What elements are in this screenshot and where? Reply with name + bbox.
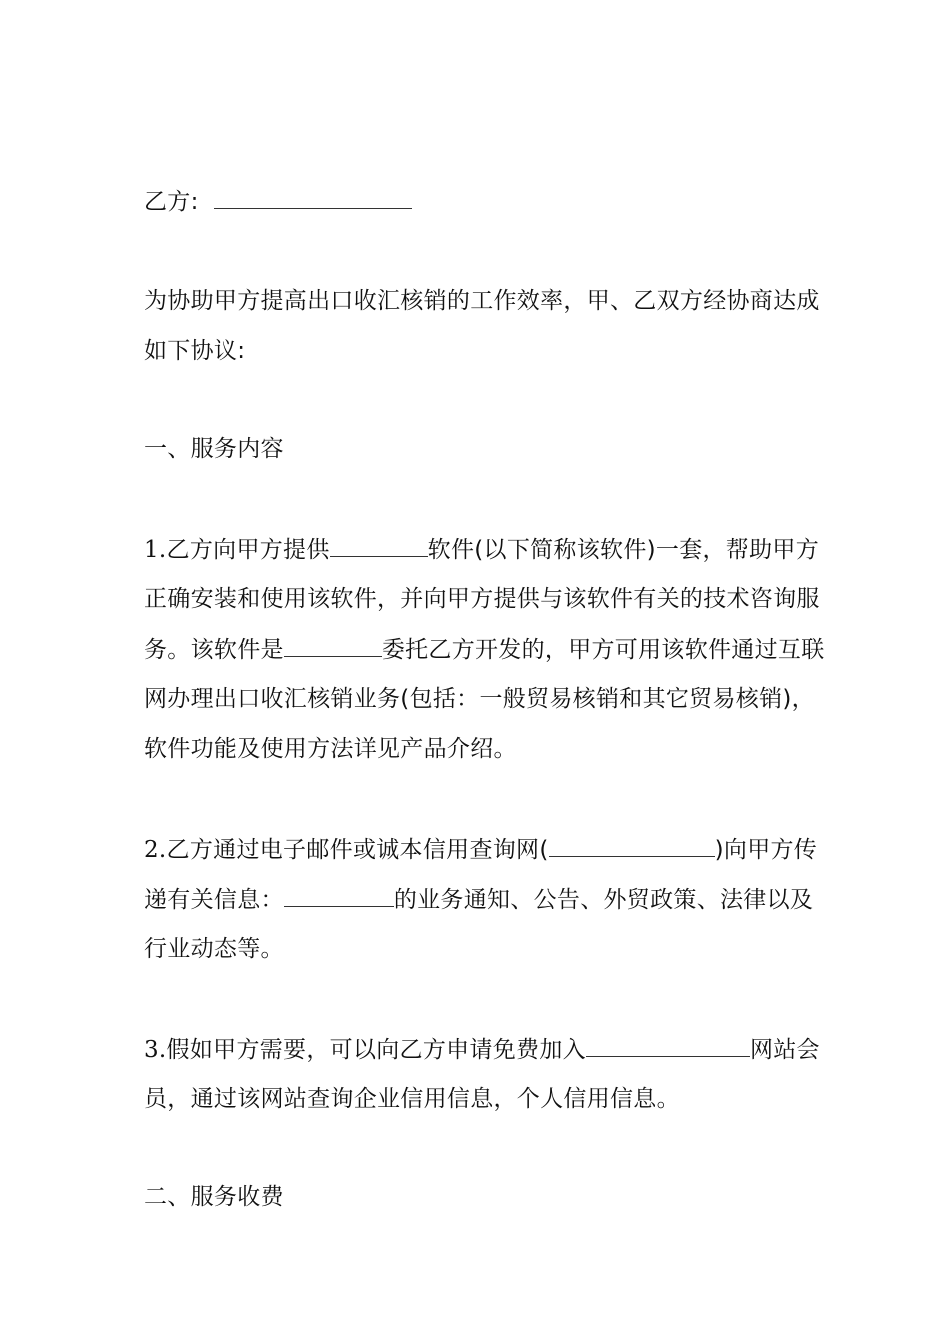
item-3-text-a: 假如甲方需要，可以向乙方申请免费加入 xyxy=(166,1037,586,1063)
item-2-number: 2. xyxy=(144,837,167,863)
website-url-blank xyxy=(549,834,715,857)
item-2-line-2 xyxy=(144,884,813,915)
party-b-blank xyxy=(214,186,412,209)
item-1-line-3 xyxy=(144,634,825,665)
intro-line-2: 如下协议: xyxy=(144,338,246,364)
party-b-line xyxy=(144,186,412,217)
member-site-blank xyxy=(586,1034,750,1057)
item-1-text-a: 乙方向甲方提供 xyxy=(166,537,330,563)
intro-line-1: 为协助甲方提高出口收汇核销的工作效率，甲、乙双方经协商达成 xyxy=(144,288,820,314)
item-2-text-c: 递有关信息： xyxy=(144,887,284,913)
item-2-line-3: 行业动态等。 xyxy=(144,936,284,962)
item-1-text-b: 软件(以下简称该软件)一套，帮助甲方 xyxy=(427,537,820,563)
section-1-heading: 一、服务内容 xyxy=(144,436,284,462)
item-1-line-1 xyxy=(144,534,819,565)
item-3-text-b: 网站会 xyxy=(749,1037,820,1063)
item-1-line-5: 软件功能及使用方法详见产品介绍。 xyxy=(144,736,517,762)
item-2-text-a: 乙方通过电子邮件或诚本信用查询网( xyxy=(166,837,549,863)
item-3-line-1 xyxy=(144,1034,820,1065)
item-1-line-4: 网办理出口收汇核销业务(包括：一般贸易核销和其它贸易核销)， xyxy=(144,686,815,712)
item-1-text-d: 委托乙方开发的，甲方可用该软件通过互联 xyxy=(381,637,825,663)
item-3-line-2: 员，通过该网站查询企业信用信息，个人信用信息。 xyxy=(144,1086,680,1112)
developer-blank xyxy=(284,634,382,657)
item-2-line-1 xyxy=(144,834,817,865)
item-2-text-b: )向甲方传 xyxy=(714,837,818,863)
party-b-label: 乙方: xyxy=(144,189,199,215)
item-1-number: 1. xyxy=(144,537,167,563)
item-1-text-c: 务。该软件是 xyxy=(144,637,284,663)
software-name-blank xyxy=(330,534,428,557)
item-3-number: 3. xyxy=(144,1037,167,1063)
section-2-heading: 二、服务收费 xyxy=(144,1184,284,1210)
info-source-blank xyxy=(284,884,394,907)
item-1-line-2: 正确安装和使用该软件，并向甲方提供与该软件有关的技术咨询服 xyxy=(144,586,820,612)
item-2-text-d: 的业务通知、公告、外贸政策、法律以及 xyxy=(393,887,814,913)
